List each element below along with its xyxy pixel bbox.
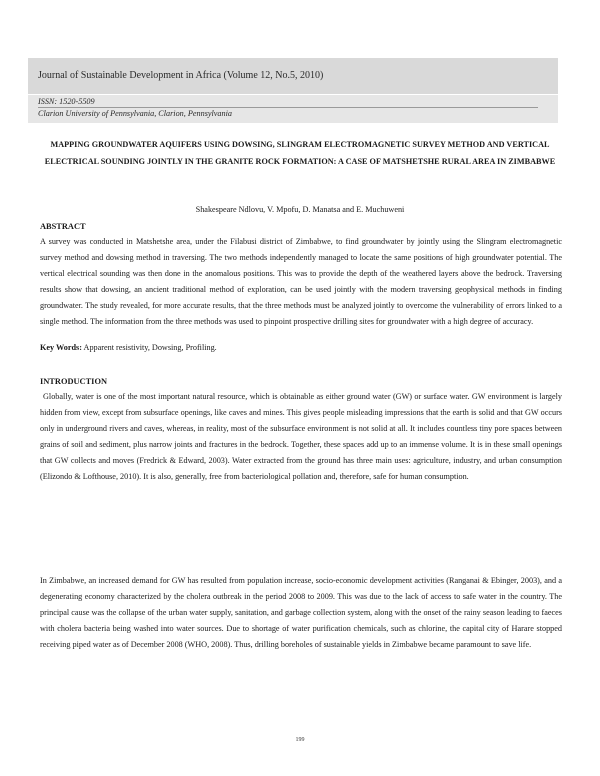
abstract-heading: ABSTRACT xyxy=(40,222,86,231)
paper-title: MAPPING GROUNDWATER AQUIFERS USING DOWSING, SLINGRAM ELECTROMAGNETIC SURVEY METHOD AND VERTICAL ELECTRICAL SOUNDING JOINTLY IN THE GRANITE ROCK FORMATION: A CASE OF MATSHETSHE RURAL AREA IN ZIMBABWE xyxy=(44,140,556,166)
publisher: Clarion University of Pennsylvania, Clarion, Pennsylvania xyxy=(38,109,232,118)
issn: ISSN: 1520-5509 xyxy=(38,97,95,106)
issn-block xyxy=(38,96,538,119)
introduction-heading: INTRODUCTION xyxy=(40,377,108,386)
keywords-line xyxy=(40,343,562,352)
paper-authors: Shakespeare Ndlovu, V. Mpofu, D. Manatsa and E. Muchuweni xyxy=(195,205,405,214)
journal-citation: Journal of Sustainable Development in Africa (Volume 12, No.5, 2010) xyxy=(38,70,324,81)
keywords-value: Apparent resistivity, Dowsing, Profiling. xyxy=(83,343,217,352)
page-number: 199 xyxy=(295,737,305,743)
introduction-paragraph-2: In Zimbabwe, an increased demand for GW has resulted from population increase, socio-economic development activities (Ranganai & Ebinger, 2003), and a degenerating economy characterized by the cholera outbreak in the period 2008 to 2009. This was due to the lack of access to safe water in the country. The principal cause was the collapse of the urban water supply, sanitation, and garbage collection system, along with the onset of the rainy season leading to faeces with cholera bacteria being washed into water sources. Due to shortage of water purification chemicals, such as chlorine, the capital city of Harare stopped receiving piped water as of December 2008 (WHO, 2008). Thus, drilling boreholes of sustainable yields in Zimbabwe became paramount to save life. xyxy=(40,576,562,649)
abstract-text: A survey was conducted in Matshetshe area, under the Filabusi district of Zimbabwe, to find groundwater by jointly using the Slingram electromagnetic survey method and dowsing method in traversing. The two methods independently managed to locate the same positions of high groundwater potential. The vertical electrical sounding was then done in the anomalous positions. This was to provide the depth of the weathered layers above the bedrock. Traversing results show that dowsing, an ancient traditional method of exploration, can be used jointly with the modern traversing geophysical methods in finding groundwater. The study revealed, for more accurate results, that the three methods must be analyzed jointly to overcome the vulnerability of errors linked to a single method. The information from the three methods was used to pinpoint prospective drilling sites for groundwater with a high degree of accuracy. xyxy=(40,237,562,326)
introduction-paragraph-1: Globally, water is one of the most important natural resource, which is obtainable as either ground water (GW) or surface water. GW environment is largely hidden from view, except from subsurface openings, like caves and mines. This gives people misleading impressions that the earth is solid and that GW occurs only in underground rivers and caves, whereas, in reality, most of the subsurface environment is not solid at all. It includes countless tiny pore spaces between grains of soil and sediment, plus narrow joints and fractures in the bedrock. Together, these spaces add up to an immense volume. It is in these small openings that GW collects and moves (Fredrick & Edward, 2003). Water extracted from the ground has three main uses: agriculture, industry, and urban consumption (Elizondo & Lofthouse, 2010). It is also, generally, free from bacteriological pollation and, therefore, safe for human consumption. xyxy=(40,392,562,481)
keywords-label: Key Words: xyxy=(40,343,82,352)
